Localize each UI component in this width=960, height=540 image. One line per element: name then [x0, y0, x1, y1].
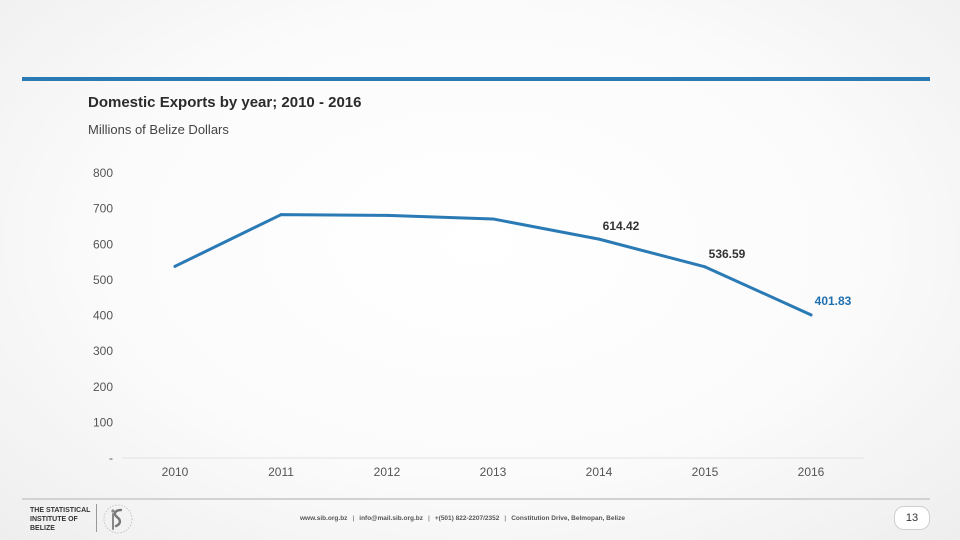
- series-line: [175, 215, 811, 315]
- y-tick-label: 200: [92, 379, 113, 394]
- footer-rule: [22, 498, 930, 500]
- org-name: [30, 506, 94, 533]
- org-name-line: BELIZE: [30, 525, 55, 532]
- page-number-badge: 13: [894, 506, 930, 530]
- y-tick-label: 400: [92, 308, 113, 323]
- y-tick-label: 500: [92, 272, 113, 287]
- data-point: [174, 265, 177, 268]
- data-label: 614.42: [602, 219, 640, 234]
- website-link[interactable]: www.sib.org.bz: [300, 515, 348, 522]
- chart-subtitle: Millions of Belize Dollars: [88, 122, 229, 137]
- sib-logo-icon: [101, 502, 135, 536]
- data-point: [386, 214, 389, 217]
- data-label: 401.83: [814, 293, 852, 308]
- data-point: [810, 313, 813, 316]
- logo-divider: [96, 504, 97, 532]
- footer-contact: [300, 515, 625, 522]
- org-name-line: THE STATISTICAL: [30, 507, 91, 514]
- separator: |: [504, 515, 507, 522]
- data-point: [598, 238, 601, 241]
- data-label: 536.59: [708, 246, 746, 261]
- org-name-line: INSTITUTE OF: [30, 516, 78, 523]
- y-tick-label: 800: [92, 166, 113, 180]
- y-tick-label: -: [109, 451, 113, 465]
- data-point: [492, 217, 495, 220]
- chart-title: Domestic Exports by year; 2010 - 2016: [88, 94, 362, 111]
- y-tick-label: 700: [92, 201, 113, 216]
- y-tick-label: 600: [92, 237, 113, 252]
- y-tick-label: 300: [92, 344, 113, 359]
- x-tick-label: 2011: [268, 465, 294, 479]
- x-tick-label: 2012: [373, 465, 401, 479]
- x-tick-label: 2015: [691, 465, 719, 479]
- x-tick-label: 2014: [585, 465, 613, 479]
- data-point: [704, 265, 707, 268]
- email-link[interactable]: info@mail.sib.org.bz: [359, 515, 424, 522]
- x-tick-label: 2010: [161, 465, 189, 479]
- separator: |: [428, 515, 430, 522]
- phone-number: +(501) 822-2207/2352: [434, 515, 500, 522]
- x-tick-label: 2013: [479, 465, 507, 479]
- address: Constitution Drive, Belmopan, Belize: [511, 515, 625, 522]
- y-tick-label: 100: [92, 415, 113, 430]
- separator: |: [352, 515, 355, 522]
- x-tick-label: 2016: [797, 465, 825, 479]
- data-point: [280, 213, 283, 216]
